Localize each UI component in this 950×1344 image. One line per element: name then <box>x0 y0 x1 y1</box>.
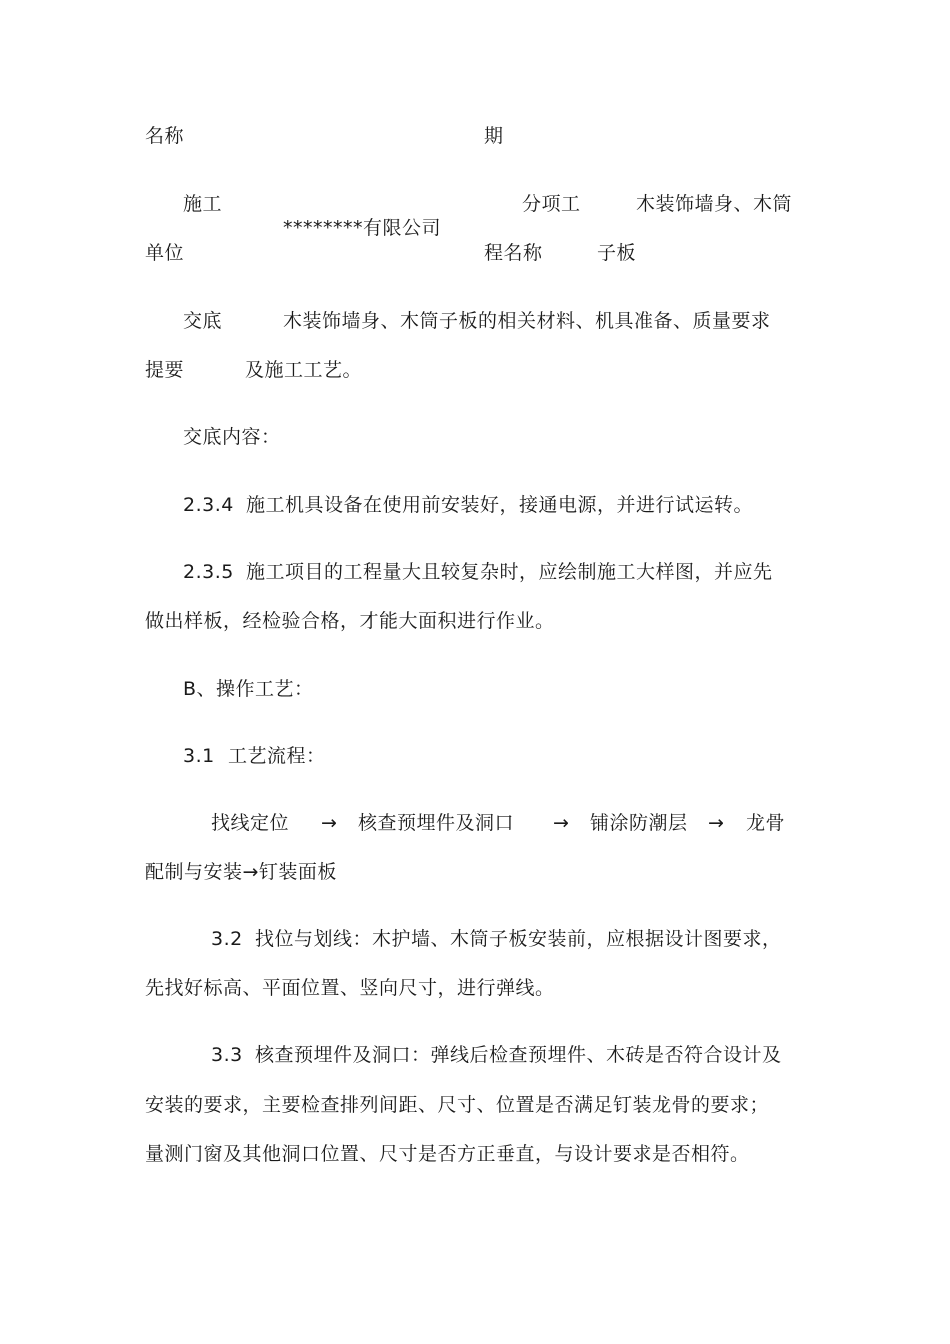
paragraph-3-2-text-line2: 先找好标高、平面位置、竖向尺寸，进行弹线。 <box>145 977 555 999</box>
paragraph-3-3-text-line1: 核查预埋件及洞口：弹线后检查预埋件、木砖是否符合设计及 <box>255 1044 782 1066</box>
summary-label-line1: 交底 <box>183 310 223 332</box>
subitem-label-line2: 程名称 <box>484 242 543 264</box>
paragraph-2-3-4-number: 2.3.4 <box>183 494 234 516</box>
flow-arrow-2: → <box>553 812 570 834</box>
flow-step-4: 龙骨 <box>746 812 786 834</box>
paragraph-2-3-4-text: 施工机具设备在使用前安装好，接通电源，并进行试运转。 <box>246 494 754 516</box>
paragraph-2-3-5-number: 2.3.5 <box>183 561 234 583</box>
flow-arrow-1: → <box>321 812 338 834</box>
flow-arrow-3: → <box>708 812 725 834</box>
subitem-value-line1: 木装饰墙身、木筒 <box>636 193 793 215</box>
name-label: 名称 <box>145 125 185 147</box>
date-label: 期 <box>484 125 504 147</box>
summary-value-line2: 及施工工艺。 <box>245 359 363 381</box>
paragraph-3-3-number: 3.3 <box>211 1044 243 1066</box>
section-b-heading: B、操作工艺： <box>183 678 314 700</box>
unit-label-line1: 施工 <box>183 193 223 215</box>
summary-value-line1: 木装饰墙身、木筒子板的相关材料、机具准备、质量要求 <box>283 310 771 332</box>
paragraph-3-2-number: 3.2 <box>211 928 243 950</box>
subitem-label-line1: 分项工 <box>522 193 581 215</box>
paragraph-2-3-5-text-line2: 做出样板，经检验合格，才能大面积进行作业。 <box>145 610 555 632</box>
unit-label-line2: 单位 <box>145 242 185 264</box>
flow-step-3: 铺涂防潮层 <box>590 812 688 834</box>
flow-step-2: 核查预埋件及洞口 <box>358 812 515 834</box>
paragraph-3-1-number: 3.1 <box>183 745 215 767</box>
paragraph-3-3-text-line3: 量测门窗及其他洞口位置、尺寸是否方正垂直，与设计要求是否相符。 <box>145 1143 750 1165</box>
paragraph-3-1-text: 工艺流程： <box>228 745 326 767</box>
subitem-value-line2: 子板 <box>597 242 637 264</box>
summary-label-line2: 提要 <box>145 359 185 381</box>
paragraph-3-3-text-line2: 安装的要求，主要检查排列间距、尺寸、位置是否满足钉装龙骨的要求； <box>145 1094 770 1116</box>
paragraph-3-2-text-line1: 找位与划线：木护墙、木筒子板安装前，应根据设计图要求， <box>255 928 782 950</box>
flow-line-2: 配制与安装→钉装面板 <box>145 861 337 883</box>
unit-value: ********有限公司 <box>283 217 442 239</box>
flow-step-1: 找线定位 <box>211 812 290 834</box>
paragraph-2-3-5-text-line1: 施工项目的工程量大且较复杂时，应绘制施工大样图，并应先 <box>246 561 773 583</box>
content-heading: 交底内容： <box>183 426 281 448</box>
